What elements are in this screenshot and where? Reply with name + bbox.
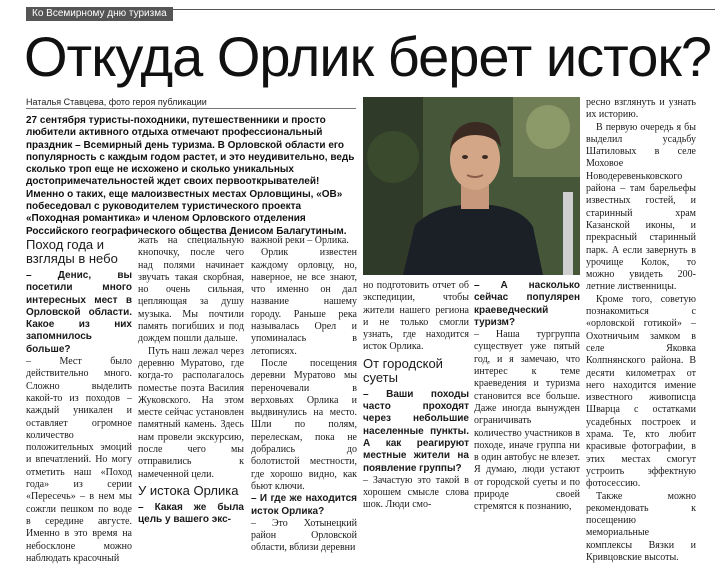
rubric-label: Ко Всемирному дню туризма (26, 7, 173, 21)
paragraph: После посещения деревни Муратово мы переночевали в верховьях Орлика и выдвинулись на место. Шли по полям, перелескам, пока не добрались до болотистой местности, где хорошо видно, как бьют ключи. (251, 357, 357, 492)
question-4: – Ваши походы часто проходят через небольшие населенные пункты. А как реагируют местные жители на появление группы? (363, 388, 469, 474)
column-6 (586, 97, 696, 564)
paragraph: В первую очередь я бы выделил усадьбу Шатиловых в селе Моховое Новодеревеньковского района – там барельефы известных гостей, и старинный храм Казанской иконы, и прекрасный старинный парк. А если завернуть в урочище Колок, то можно увидеть 200-летние лиственницы. (586, 121, 696, 293)
lead-paragraph: 27 сентября туристы-походники, путешественники и просто любители активного отдыха отмечают профессиональный праздник – Всемирный день туризма. В Орловской области его популярность с каждым годом растет, и это неудивительно, ведь сколько троп еще не исхожено и сколько уникальных достопримечательностей ждет своих первооткрывателей! Именно о таких, еще малоизвестных местах Орловщины, «ОВ» побеседовал с руководителем туристического проекта «Походная романтика» и членом Орловского отделения Российского географического общества Денисом Балагутиным. (26, 115, 355, 237)
portrait-illustration (363, 97, 580, 275)
paragraph: Кроме того, советую познакомиться с «орловской готикой» – Охотничьим замком в селе Яковка Колпнянского района. В десяти километрах от него находится имение известного живописца Шварца с остатками усадебных построек и храма. Те, кто любит красивые фотографии, в этих местах смогут устроить эффектную фотосессию. (586, 293, 696, 490)
answer-5: – Наша тургруппа существует уже пятый год, и я замечаю, что интерес к теме краеведения и туризма становится все больше. Даже иногда вынужден ограничивать количество участников в походе, иначе группа ни в один автобус не влезет. Я думаю, люди устают от городской суеты и по природе своей стремятся к познанию, (474, 329, 580, 513)
answer-1: – Мест было действительно много. Сложно выделить какой-то из походов – каждый уникален и оставляет огромное количество положительных эмоций и впечатлений. Но могу отметить наш «Поход года» из серии «Пересечь» – в нем мы сожгли пешком по воде в середине августе. Именно в это время на небосклоне можно наблюдать красочный (26, 356, 132, 564)
paragraph: важной реки – Орлика. (251, 235, 349, 246)
subheading-city: От городской суеты (363, 355, 443, 385)
paragraph: ресно взглянуть и узнать их историю. (586, 97, 696, 121)
question-5: – А насколько сейчас популярен краеведческий туризм? (474, 280, 580, 328)
column-5 (474, 280, 580, 514)
answer-3: – Это Хотынецкий район Орловской области, вблизи деревни (251, 517, 357, 554)
column-4 (363, 280, 469, 512)
question-1: – Денис, вы посетили много интересных мест в Орловской области. Какое из них запомнилось больше? (26, 270, 132, 355)
question-3: – И где же находится исток Орлика? (251, 493, 357, 517)
subheading-source: У истока Орлика (138, 482, 239, 498)
column-2 (138, 235, 244, 527)
byline: Наталья Ставцева, фото героя публикации (26, 97, 207, 107)
column-3 (251, 235, 357, 555)
answer-4: – Зачастую это такой в хорошем смысле слова шок. Люди смо- (363, 474, 469, 511)
paragraph: жать на специальную кнопочку, после чего над полями начинает звучать такая скорбная, но очень сильная, цепляющая за душу музыка. Мы почтили память погибших и под дождем пошли дальше. (138, 235, 244, 345)
byline-rule (26, 108, 356, 109)
paragraph: Орлик известен каждому орловцу, но, наверное, не все знают, что именно он дал название нашему городу. Раньше река называлась Орел и упоминалась в летописях. (251, 247, 357, 357)
column-1 (26, 235, 132, 565)
paragraph: но подготовить отчет об экспедиции, чтобы жители нашего региона и не только смогли узнать, где находится исток Орлика. (363, 280, 469, 353)
question-2: – Какая же была цель у вашего экс- (138, 501, 244, 526)
paragraph: Также можно рекомендовать к посещению мемориальные комплексы Вязки и Кривцовские высоты. (586, 490, 696, 563)
subheading-trip: Поход года и взгляды в небо (26, 237, 118, 266)
interviewee-photo (363, 97, 580, 275)
headline: Откуда Орлик берет исток? (24, 25, 711, 88)
paragraph: Путь наш лежал через деревню Муратово, где когда-то располагалось поместье поэта Василия Жуковского. На этом месте сейчас установлен памятный камень. Здесь нам провели экскурсию, после чего мы отправились к намеченной цели. (138, 345, 244, 480)
